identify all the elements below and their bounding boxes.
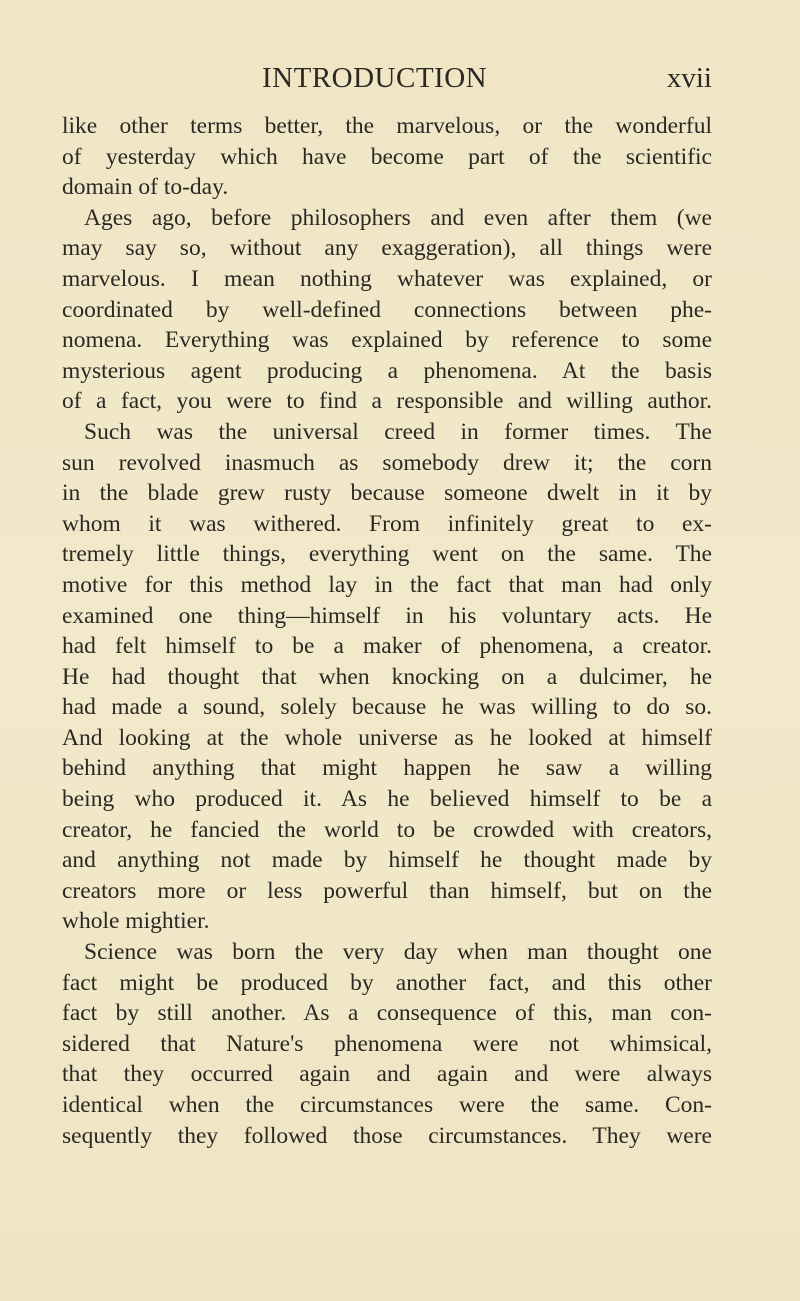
- body-text: [62, 111, 712, 1151]
- text-line: of yesterday which have become part of the scientific: [62, 143, 712, 170]
- text-line: sun revolved inasmuch as somebody drew it; the corn: [62, 449, 712, 476]
- text-line: in the blade grew rusty because someone dwelt in it by: [62, 480, 712, 507]
- text-line: whole mightier.: [62, 908, 210, 935]
- text-line: of a fact, you were to find a responsible and willing author.: [62, 388, 712, 415]
- text-line: sidered that Nature's phenomena were not whimsical,: [62, 1030, 712, 1057]
- text-line: and anything not made by himself he thought made by: [62, 847, 712, 874]
- text-line: had made a sound, solely because he was willing to do so.: [62, 694, 712, 721]
- running-title: INTRODUCTION: [262, 62, 488, 94]
- text-line: behind anything that might happen he saw a willing: [62, 755, 712, 782]
- text-line: had felt himself to be a maker of phenomena, a creator.: [62, 633, 712, 660]
- text-line: examined one thing—himself in his voluntary acts. He: [62, 602, 712, 629]
- text-line: being who produced it. As he believed himself to be a: [62, 786, 712, 813]
- text-line: identical when the circumstances were the same. Con-: [62, 1092, 712, 1118]
- text-line: tremely little things, everything went on the same. The: [62, 541, 712, 568]
- text-line: whom it was withered. From infinitely great to ex-: [62, 510, 712, 537]
- text-line: mysterious agent producing a phenomena. At the basis: [62, 357, 712, 384]
- text-line: fact might be produced by another fact, and this other: [62, 969, 712, 996]
- page-number: xvii: [666, 62, 712, 94]
- text-line: like other terms better, the marvelous, or the wonderful: [62, 113, 712, 139]
- text-line: Science was born the very day when man thought one: [84, 939, 712, 966]
- text-line: motive for this method lay in the fact that man had only: [62, 571, 712, 598]
- text-line: may say so, without any exaggeration), all things were: [62, 235, 712, 262]
- text-line: He had thought that when knocking on a dulcimer, he: [62, 663, 712, 690]
- text-line: domain of to-day.: [62, 174, 229, 201]
- text-line: creator, he fancied the world to be crowded with creators,: [62, 816, 712, 843]
- text-line: that they occurred again and again and were always: [62, 1061, 712, 1088]
- text-line: Ages ago, before philosophers and even after them (we: [84, 204, 712, 231]
- text-line: nomena. Everything was explained by reference to some: [62, 327, 712, 354]
- text-line: And looking at the whole universe as he looked at himself: [62, 724, 712, 751]
- text-line: fact by still another. As a consequence of this, man con-: [62, 1000, 712, 1027]
- text-line: sequently they followed those circumstances. They were: [62, 1122, 712, 1149]
- text-line: coordinated by well-defined connections between phe-: [62, 296, 712, 323]
- text-line: marvelous. I mean nothing whatever was explained, or: [62, 265, 712, 292]
- running-header: [62, 58, 712, 98]
- text-line: Such was the universal creed in former times. The: [84, 418, 712, 445]
- text-line: creators more or less powerful than himself, but on the: [62, 877, 712, 904]
